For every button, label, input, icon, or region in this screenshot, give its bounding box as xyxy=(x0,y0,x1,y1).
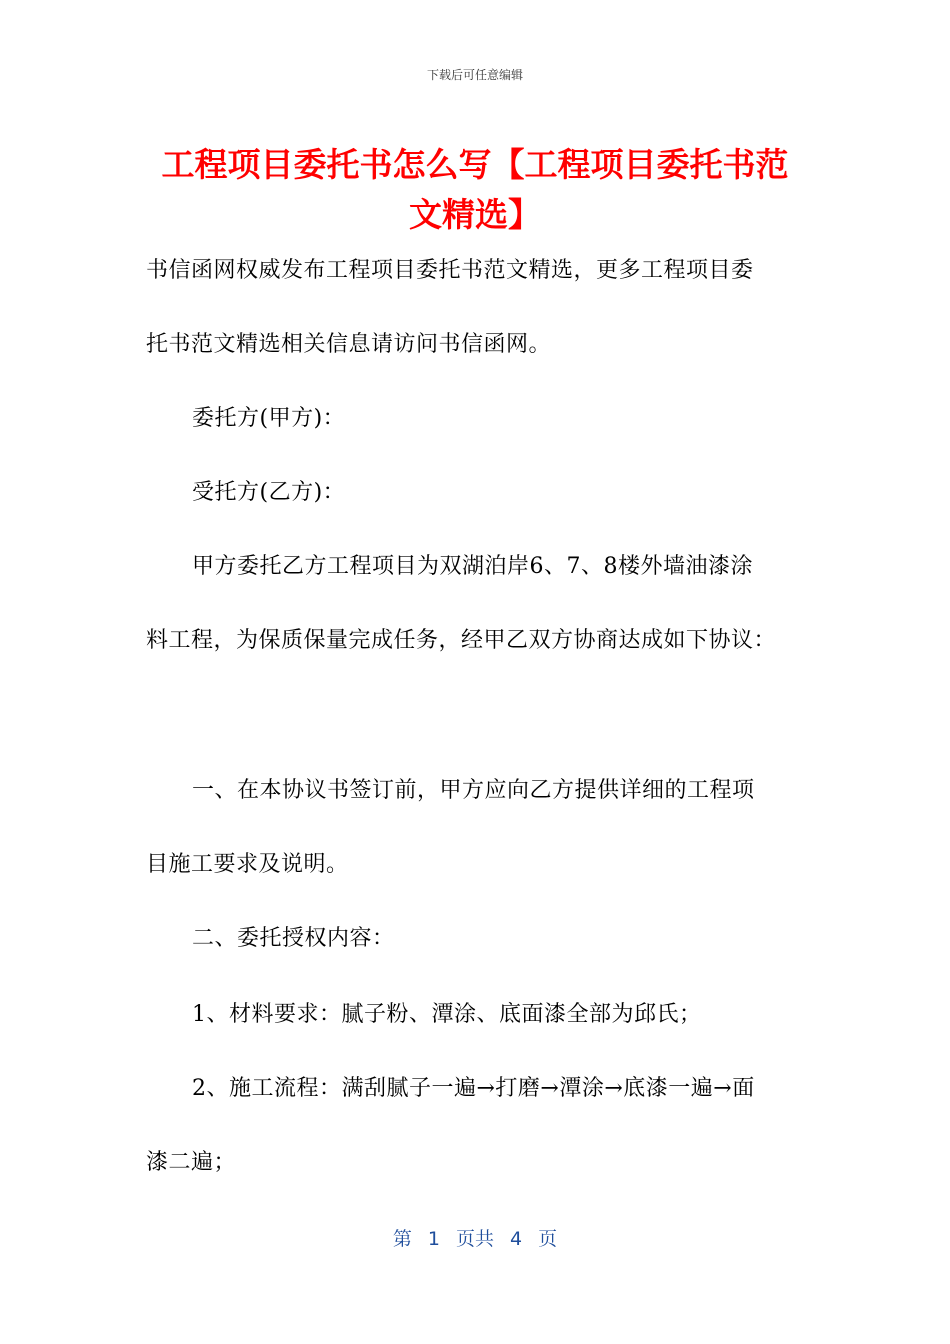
body-line: 1、材料要求：腻子粉、潭涂、底面漆全部为邱氏； xyxy=(192,1002,702,1027)
body-line: 托书范文精选相关信息请访问书信函网。 xyxy=(146,332,552,357)
body-line: 目施工要求及说明。 xyxy=(146,852,349,877)
current-page-number: 1 xyxy=(427,1228,440,1250)
body-line: 受托方(乙方)： xyxy=(192,480,346,505)
page-label-prefix: 第 xyxy=(392,1228,412,1250)
body-line: 甲方委托乙方工程项目为双湖泊岸6、7、8楼外墙油漆涂 xyxy=(192,554,753,579)
body-line: 一、在本协议书签订前，甲方应向乙方提供详细的工程项 xyxy=(192,778,755,803)
body-line: 2、施工流程：满刮腻子一遍→打磨→潭涂→底漆一遍→面 xyxy=(192,1076,755,1101)
document-title xyxy=(140,140,810,240)
page-label-suffix: 页 xyxy=(538,1228,558,1250)
page-footer xyxy=(0,1224,950,1251)
header-note: 下载后可任意编辑 xyxy=(426,68,523,82)
body-line: 漆二遍； xyxy=(146,1150,237,1175)
body-line: 委托方(甲方)： xyxy=(192,406,346,431)
total-pages-number: 4 xyxy=(510,1228,523,1250)
body-line: 料工程，为保质保量完成任务，经甲乙双方协商达成如下协议： xyxy=(146,628,777,653)
title-line-1: 工程项目委托书怎么写【工程项目委托书范 xyxy=(161,145,789,184)
body-line: 二、委托授权内容： xyxy=(192,926,395,951)
title-line-2: 文精选】 xyxy=(409,195,541,234)
body-line: 书信函网权威发布工程项目委托书范文精选，更多工程项目委 xyxy=(146,258,754,283)
page-label-mid: 页共 xyxy=(455,1228,494,1250)
